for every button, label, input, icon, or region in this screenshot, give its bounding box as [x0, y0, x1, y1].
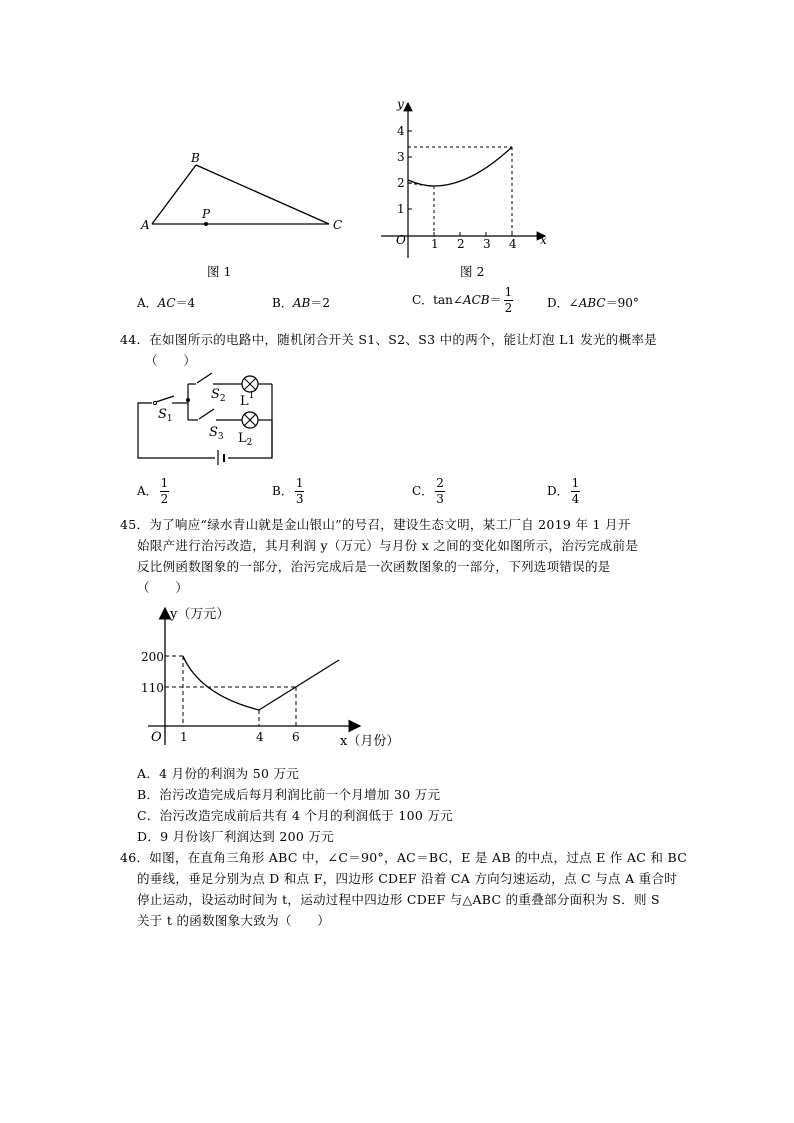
figure-2-graph — [370, 95, 560, 265]
x-tick-3: 3 — [483, 237, 491, 251]
label-s3-sub: 3 — [217, 432, 224, 442]
label-s2: S — [211, 387, 220, 402]
label-l1-sub: 1 — [248, 391, 255, 401]
label-l1: L — [240, 394, 249, 409]
figure-1-caption: 图 1 — [207, 264, 232, 279]
label-l2: L — [238, 431, 247, 446]
q45-option-b: B．治污改造完成后每月利润比前一个月增加 30 万元 — [137, 787, 441, 802]
label-B: B — [191, 151, 200, 165]
figure-2-caption: 图 2 — [460, 264, 485, 279]
q45-text-line-4: （ ） — [137, 580, 189, 595]
x-axis-label: x — [540, 233, 547, 247]
q44-text-line-1: 44．在如图所示的电路中，随机闭合开关 S1、S2、S3 中的两个，能让灯泡 L1 发光的概率是 — [120, 332, 658, 347]
svg-text:S2 — [211, 387, 226, 404]
svg-text:L2 — [238, 431, 252, 448]
circuit-diagram — [130, 365, 290, 465]
y-tick-4: 4 — [397, 124, 405, 138]
x-tick-2: 2 — [457, 237, 465, 251]
y-tick-110: 110 — [141, 681, 164, 695]
label-s1-sub: 1 — [166, 414, 173, 424]
label-s3: S — [209, 425, 218, 440]
q44-option-d: D． $\frac{1}{4}$ — [547, 476, 580, 506]
q44-text-line-2: （ ） — [145, 353, 197, 368]
figure-1-triangle — [135, 145, 355, 240]
profit-graph — [135, 598, 415, 758]
y-axis-label: y（万元） — [170, 607, 230, 622]
q45-text-line-3: 反比例函数图象的一部分，治污完成后是一次函数图象的一部分，下列选项错误的是 — [137, 559, 611, 574]
q46-text-line-3: 停止运动，设运动时间为 t，运动过程中四边形 CDEF 与△ABC 的重叠部分面积为 S．则 S — [137, 892, 660, 907]
q45-text-line-2: 始限产进行治污改造，其月利润 y（万元）与月份 x 之间的变化如图所示，治污完成前是 — [137, 538, 639, 553]
q44-option-a: A． $\frac{1}{2}$ — [137, 476, 169, 506]
x-tick-4: 4 — [509, 237, 517, 251]
label-C: C — [333, 218, 343, 232]
q45-option-c: C．治污改造完成前后共有 4 个月的利润低于 100 万元 — [137, 808, 453, 823]
origin-label: O — [396, 233, 406, 247]
label-P: P — [202, 207, 211, 221]
x-axis-label: x（月份） — [340, 734, 400, 749]
origin-label: O — [151, 730, 162, 745]
svg-text:S1 — [158, 407, 173, 424]
y-tick-2: 2 — [397, 176, 405, 190]
svg-text:L1 — [240, 391, 254, 409]
q43-option-d: D．∠ABC＝90° — [547, 296, 639, 310]
y-axis-label: y — [397, 97, 404, 111]
x-tick-6: 6 — [292, 730, 300, 744]
label-s1: S — [158, 407, 167, 422]
label-l2-sub: 2 — [246, 438, 253, 448]
label-A: A — [141, 218, 150, 232]
x-tick-4: 4 — [256, 730, 264, 744]
q43-option-c: C．tan∠ACB＝ $\frac{1}{2}$ — [412, 285, 513, 315]
q44-option-c: C． $\frac{2}{3}$ — [412, 476, 444, 506]
x-tick-1: 1 — [431, 237, 439, 251]
svg-text:S3 — [209, 425, 224, 442]
q45-option-a: A．4 月份的利润为 50 万元 — [137, 766, 300, 781]
x-tick-1: 1 — [180, 730, 188, 744]
q43-option-b: B．AB＝2 — [272, 296, 330, 310]
y-tick-200: 200 — [141, 650, 164, 664]
q46-text-line-1: 46．如图，在直角三角形 ABC 中，∠C＝90°，AC＝BC，E 是 AB 的中点，过点 E 作 AC 和 BC — [120, 850, 688, 865]
q43-option-a: A．AC＝4 — [137, 296, 196, 310]
q45-text-line-1: 45．为了响应“绿水青山就是金山银山”的号召，建设生态文明，某工厂自 2019 年 1 月开 — [120, 517, 631, 532]
label-s2-sub: 2 — [219, 394, 226, 404]
q46-text-line-2: 的垂线，垂足分别为点 D 和点 F，四边形 CDEF 沿着 CA 方向匀速运动，点 C 与点 A 重合时 — [137, 871, 678, 886]
y-tick-1: 1 — [397, 202, 405, 216]
q46-text-line-4: 关于 t 的函数图象大致为（ ） — [137, 913, 331, 928]
q44-option-b: B． $\frac{1}{3}$ — [272, 476, 304, 506]
y-tick-3: 3 — [397, 150, 405, 164]
q45-option-d: D．9 月份该厂利润达到 200 万元 — [137, 829, 334, 844]
